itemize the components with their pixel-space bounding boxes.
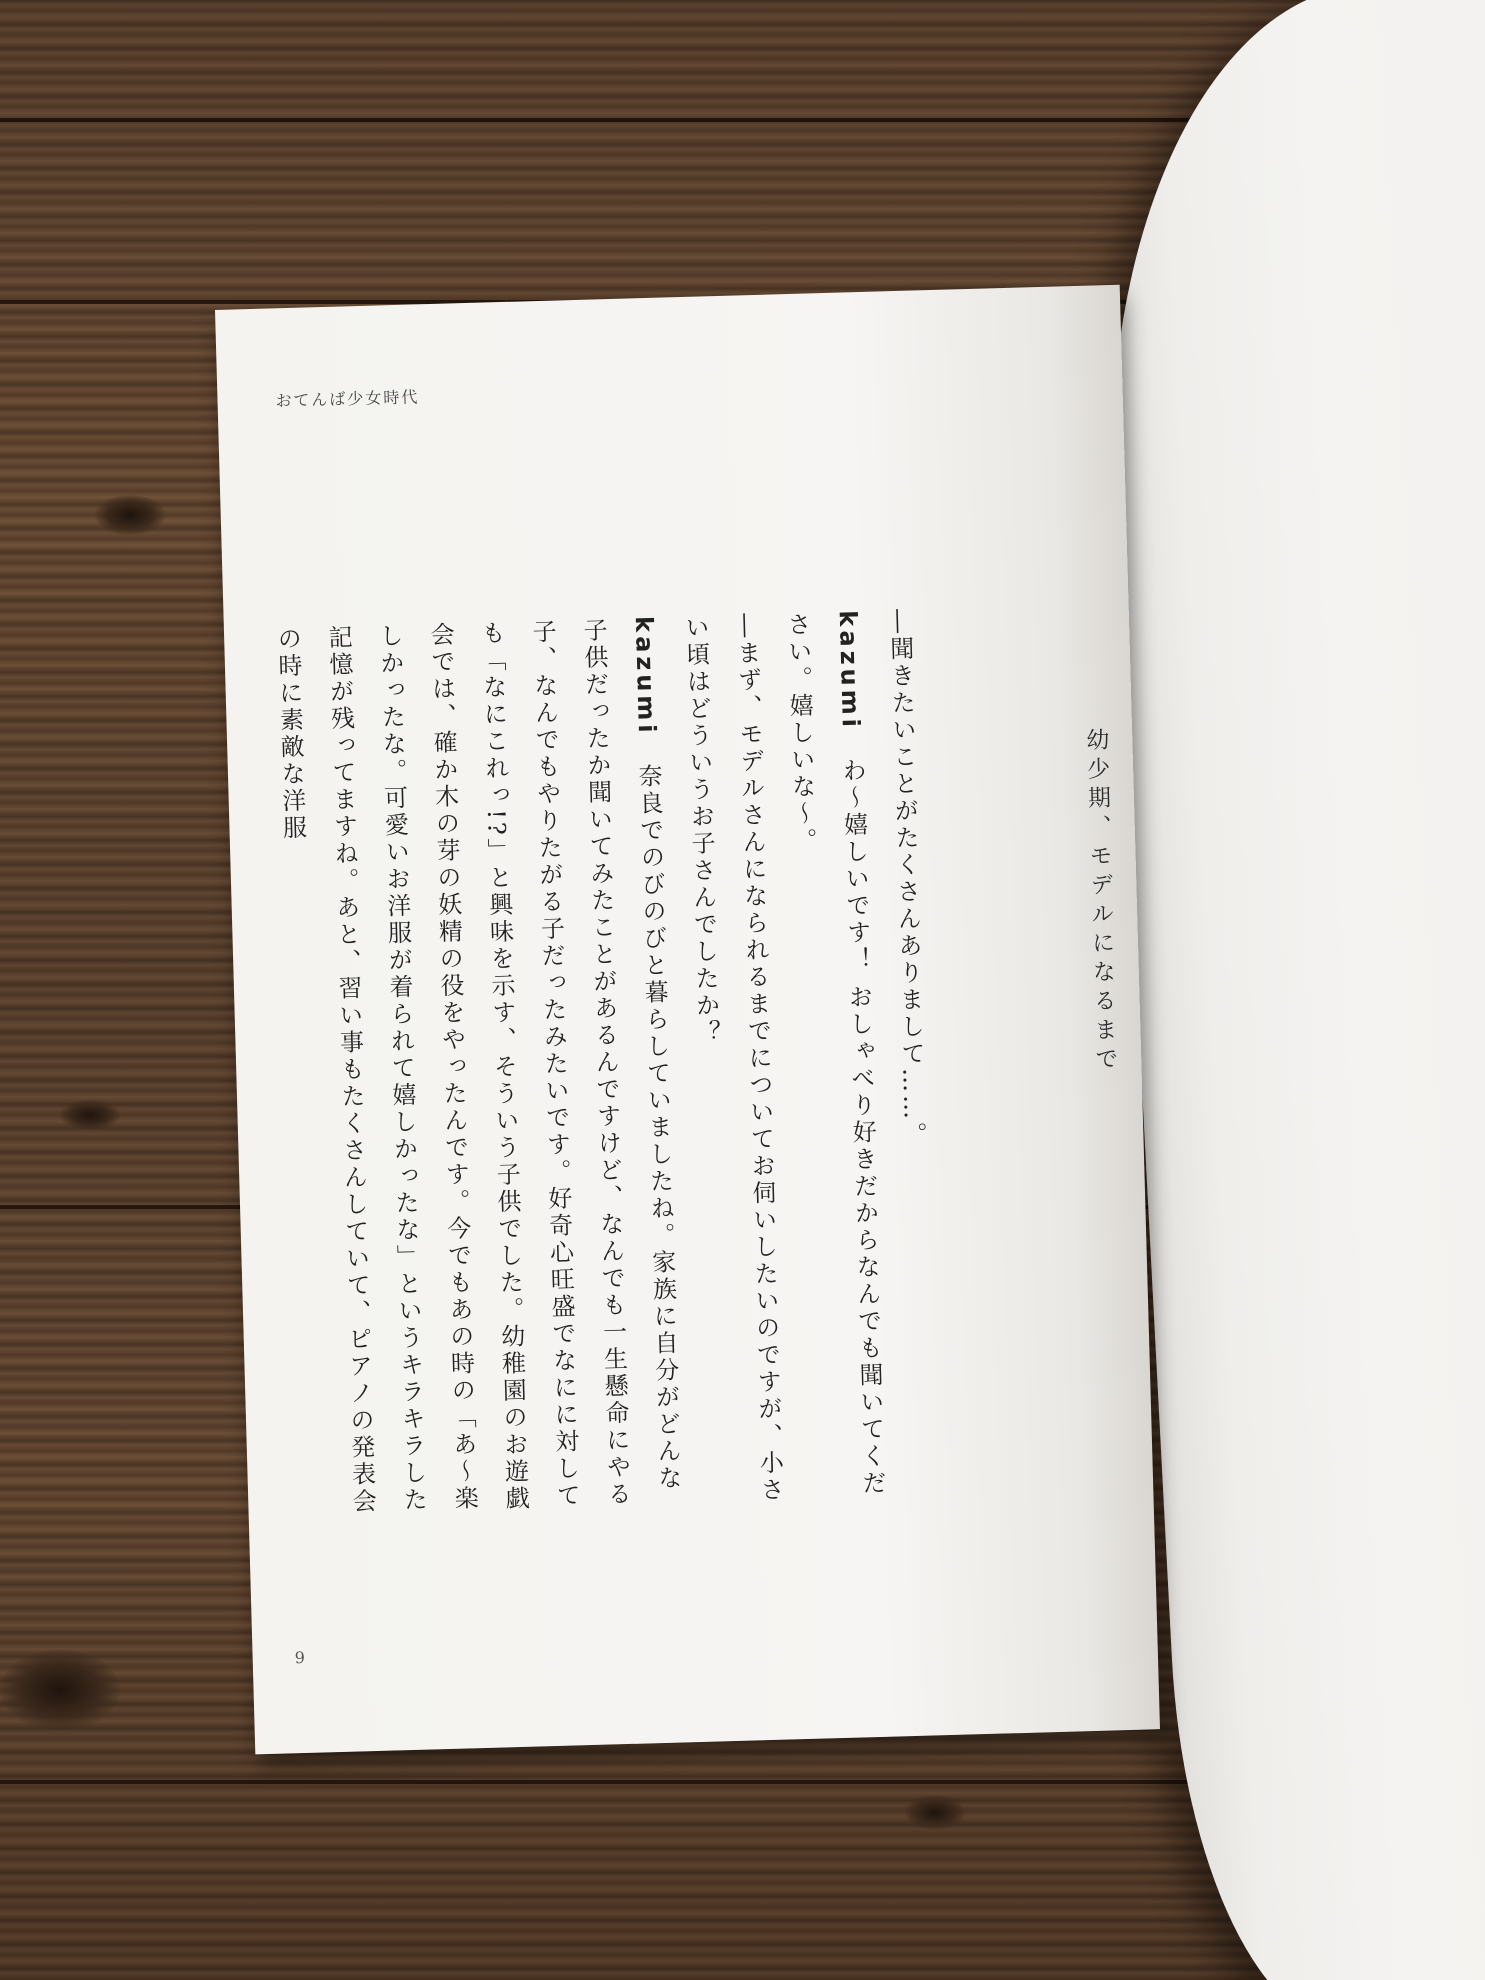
wood-knot [905, 1795, 965, 1830]
page-number: 9 [294, 1648, 306, 1668]
running-head: おてんば少女時代 [275, 387, 420, 411]
chapter-title: 幼少期、モデルになるまで [1082, 727, 1118, 1076]
left-book-page [215, 285, 1160, 1755]
speaker-name: kazumi [629, 615, 662, 737]
paragraph-text: わ〜嬉しいです！ おしゃべり好きだからなんでも聞いてください。嬉しいな〜。 [782, 611, 887, 1498]
wood-knot [95, 495, 165, 535]
paragraph-text: 奈良でのびのびと暮らしていましたね。家族に自分がどんな子供だったか聞いてみたことがあるんですけど、なんでも一生懸命にやる子、なんでもやりたがる子だったみたいです。好奇心旺盛でなにに対しても「なにこれっ!?」と興味を示す、そういう子供でした。幼稚園のお遊戯会では、確か木の芽の妖精の役をやったんです。今でもあの時の「あ〜楽しかったな。可愛いお洋服が着られて嬉しかったな」というキラキラした記憶が残ってますね。あと、習い事もたくさんしていて、ピアノの発表会の時に素敵な洋服 [272, 617, 683, 1516]
wood-knot [0, 1650, 120, 1730]
speaker-paragraph [261, 615, 694, 1526]
paragraph-text: ―まず、モデルさんになられるまでについてお伺いしたいのですが、小さい頃はどういうお子さんでしたか？ [680, 612, 785, 1505]
paragraph-text: ―聞きたいことがたくさんありまして……。 [884, 608, 928, 1150]
body-text [261, 608, 949, 1526]
speaker-name: kazumi [833, 610, 865, 732]
wood-knot [60, 1100, 120, 1130]
